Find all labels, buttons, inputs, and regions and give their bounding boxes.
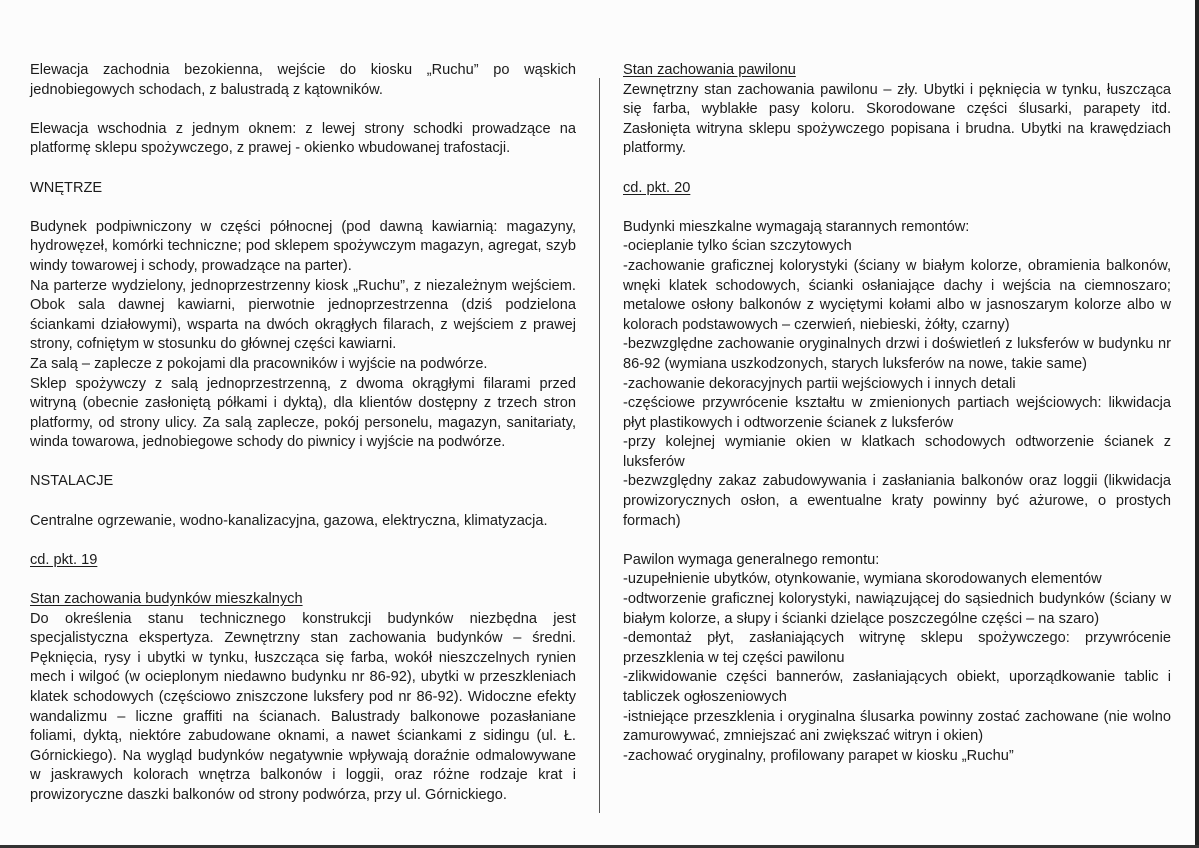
heading-installations: NSTALACJE [30,473,114,490]
paragraph-ground-floor: Na parterze wydzielony, jednoprzestrzenny kiosk „Ruchu”, z niezależnym wejściem. Obok sala dawnej kawiarni, pierwotnie jednoprzestrzenna (dziś podzielona ściankami działowymi), wsparta na dwóch okrągłych filarach, z wejściem z prawej strony, cofniętym w stosunku do głównej części kawiarni. [30,277,576,353]
list-item: -demontaż płyt, zasłaniających witrynę sklepu spożywczego: przywrócenie przeszklenia w tej części pawilonu [623,630,1171,666]
left-column [30,61,576,806]
paragraph-pavilion-condition: Zewnętrzny stan zachowania pawilonu – zły. Ubytki i pęknięcia w tynku, łuszcząca się farba, wyblakłe pasy koloru. Skorodowane części ślusarki, parapety itd. Zasłonięta witryna sklepu spożywczego popisana i brudna. Ubytki na krawędziach platformy. [623,81,1171,157]
heading-interior: WNĘTRZE [30,179,103,196]
scan-edge-right [1195,0,1199,848]
paragraph-residential-condition: Do określenia stanu technicznego konstrukcji budynków niezbędna jest specjalistyczna ekspertyza. Zewnętrzny stan zachowania budynków – średni. Pęknięcia, rysy i ubytki w tynku, łuszcząca się farba, wokół nieszczelnych rynien mech i wilgoć (w ocieplonym niedawno budynku nr 86-92), ubytki w przeszkleniach klatek schodowych (częściowo zniszczone luksfery pod nr 86-92). Widoczne efekty wandalizmu – liczne graffiti na ścianach. Balustrady balkonowe pozasłaniane foliami, dyktą, niektóre zabudowane oknami, a nawet ściankami z sidingu (ul. Ł. Górnickiego). Na wygląd budynków negatywnie wpływają doraźnie odmalowywane w jaskrawych kolorach wnętrza balkonów i loggii, oraz różne rodzaje krat i prowizoryczne daszki balkonów od strony podwórza, przy ul. Górnickiego. [30,610,576,803]
list-item: -zachowanie graficznej kolorystyki (ściany w białym kolorze, obramienia balkonów, wnęki klatek schodowych, ścianki osłaniające dachy i wejścia na ciemnoszaro; metalowe osłony balkonów z wyciętymi kołami albo w jasnoszarym kolorze albo w kolorach podstawowych – czerwień, niebieski, żółty, czarny) [623,257,1171,333]
list-item: -zlikwidowanie części bannerów, zasłaniających obiekt, uporządkowanie tablic i tabliczek ogłoszeniowych [623,669,1171,705]
list-intro-residential: Budynki mieszkalne wymagają starannych remontów: [623,218,970,235]
list-item: -istniejące przeszklenia i oryginalna ślusarka powinny zostać zachowane (nie wolno zamurowywać, zmniejszać ani zwiększać witryn i okien) [623,708,1171,745]
paragraph-west-elevation: Elewacja zachodnia bezokienna, wejście do kiosku „Ruchu” po wąskich jednobiegowych schodach, z balustradą z kątowników. [30,62,576,98]
list-item: -zachowanie dekoracyjnych partii wejściowych i innych detali [623,375,1016,392]
heading-point-20: cd. pkt. 20 [623,179,691,196]
list-item: -uzupełnienie ubytków, otynkowanie, wymiana skorodowanych elementów [623,571,1102,588]
list-item: -odtworzenie graficznej kolorystyki, nawiązującej do sąsiednich budynków (ściany w białym kolorze, a słupy i ścianki dzielące poszczególne części – na szaro) [623,591,1171,627]
list-item: -przy kolejnej wymianie okien w klatkach schodowych odtworzenie ścianek z luksferów [623,434,1171,470]
paragraph-back-room: Za salą – zaplecze z pokojami dla pracowników i wyjście na podwórze. [30,355,488,372]
paragraph-installations: Centralne ogrzewanie, wodno-kanalizacyjna, gazowa, elektryczna, klimatyzacja. [30,512,548,529]
list-item: -ocieplanie tylko ścian szczytowych [623,238,852,255]
list-item: -częściowe przywrócenie kształtu w zmienionych partiach wejściowych: likwidacja płyt plastikowych i odtworzenie ścianek z luksferów [623,395,1171,431]
heading-pavilion-condition: Stan zachowania pawilonu [623,62,796,78]
list-intro-pavilion: Pawilon wymaga generalnego remontu: [623,551,880,568]
paragraph-basement: Budynek podpiwniczony w części północnej (pod dawną kawiarnią: magazyny, hydrowęzeł, komórki techniczne; pod sklepem spożywczym magazyn, agregat, szyb windy towarowej i schody, prowadzące na parter). [30,218,576,274]
column-divider [599,78,600,813]
paragraph-east-elevation: Elewacja wschodnia z jednym oknem: z lewej strony schodki prowadzące na platformę sklepu spożywczego, z prawej - okienko wbudowanej trafostacji. [30,120,576,157]
list-item: -bezwzględne zachowanie oryginalnych drzwi i doświetleń z luksferów w budynku nr 86-92 (wymiana uszkodzonych, starych luksferów na nowe, takie same) [623,336,1171,372]
paragraph-grocery: Sklep spożywczy z salą jednoprzestrzenną, z dwoma okrągłymi filarami przed witryną (obecnie zasłoniętą półkami i dyktą), dla klientów dostępny z trzech stron platformy, od strony ulicy. Za salą zaplecze, pokój personelu, magazyn, sanitariaty, winda towarowa, jednobiegowe schody do piwnicy i wyjście na podwórze. [30,375,576,451]
heading-residential-condition: Stan zachowania budynków mieszkalnych [30,591,303,608]
right-column [623,61,1171,766]
list-item: -zachować oryginalny, profilowany parapet w kiosku „Ruchu” [623,747,1014,764]
list-item: -bezwzględny zakaz zabudowywania i zasłaniania balkonów oraz loggii (likwidacja prowizorycznych osłon, a ewentualne kraty powinny być ażurowe, o prostych formach) [623,473,1171,529]
heading-point-19: cd. pkt. 19 [30,551,98,568]
